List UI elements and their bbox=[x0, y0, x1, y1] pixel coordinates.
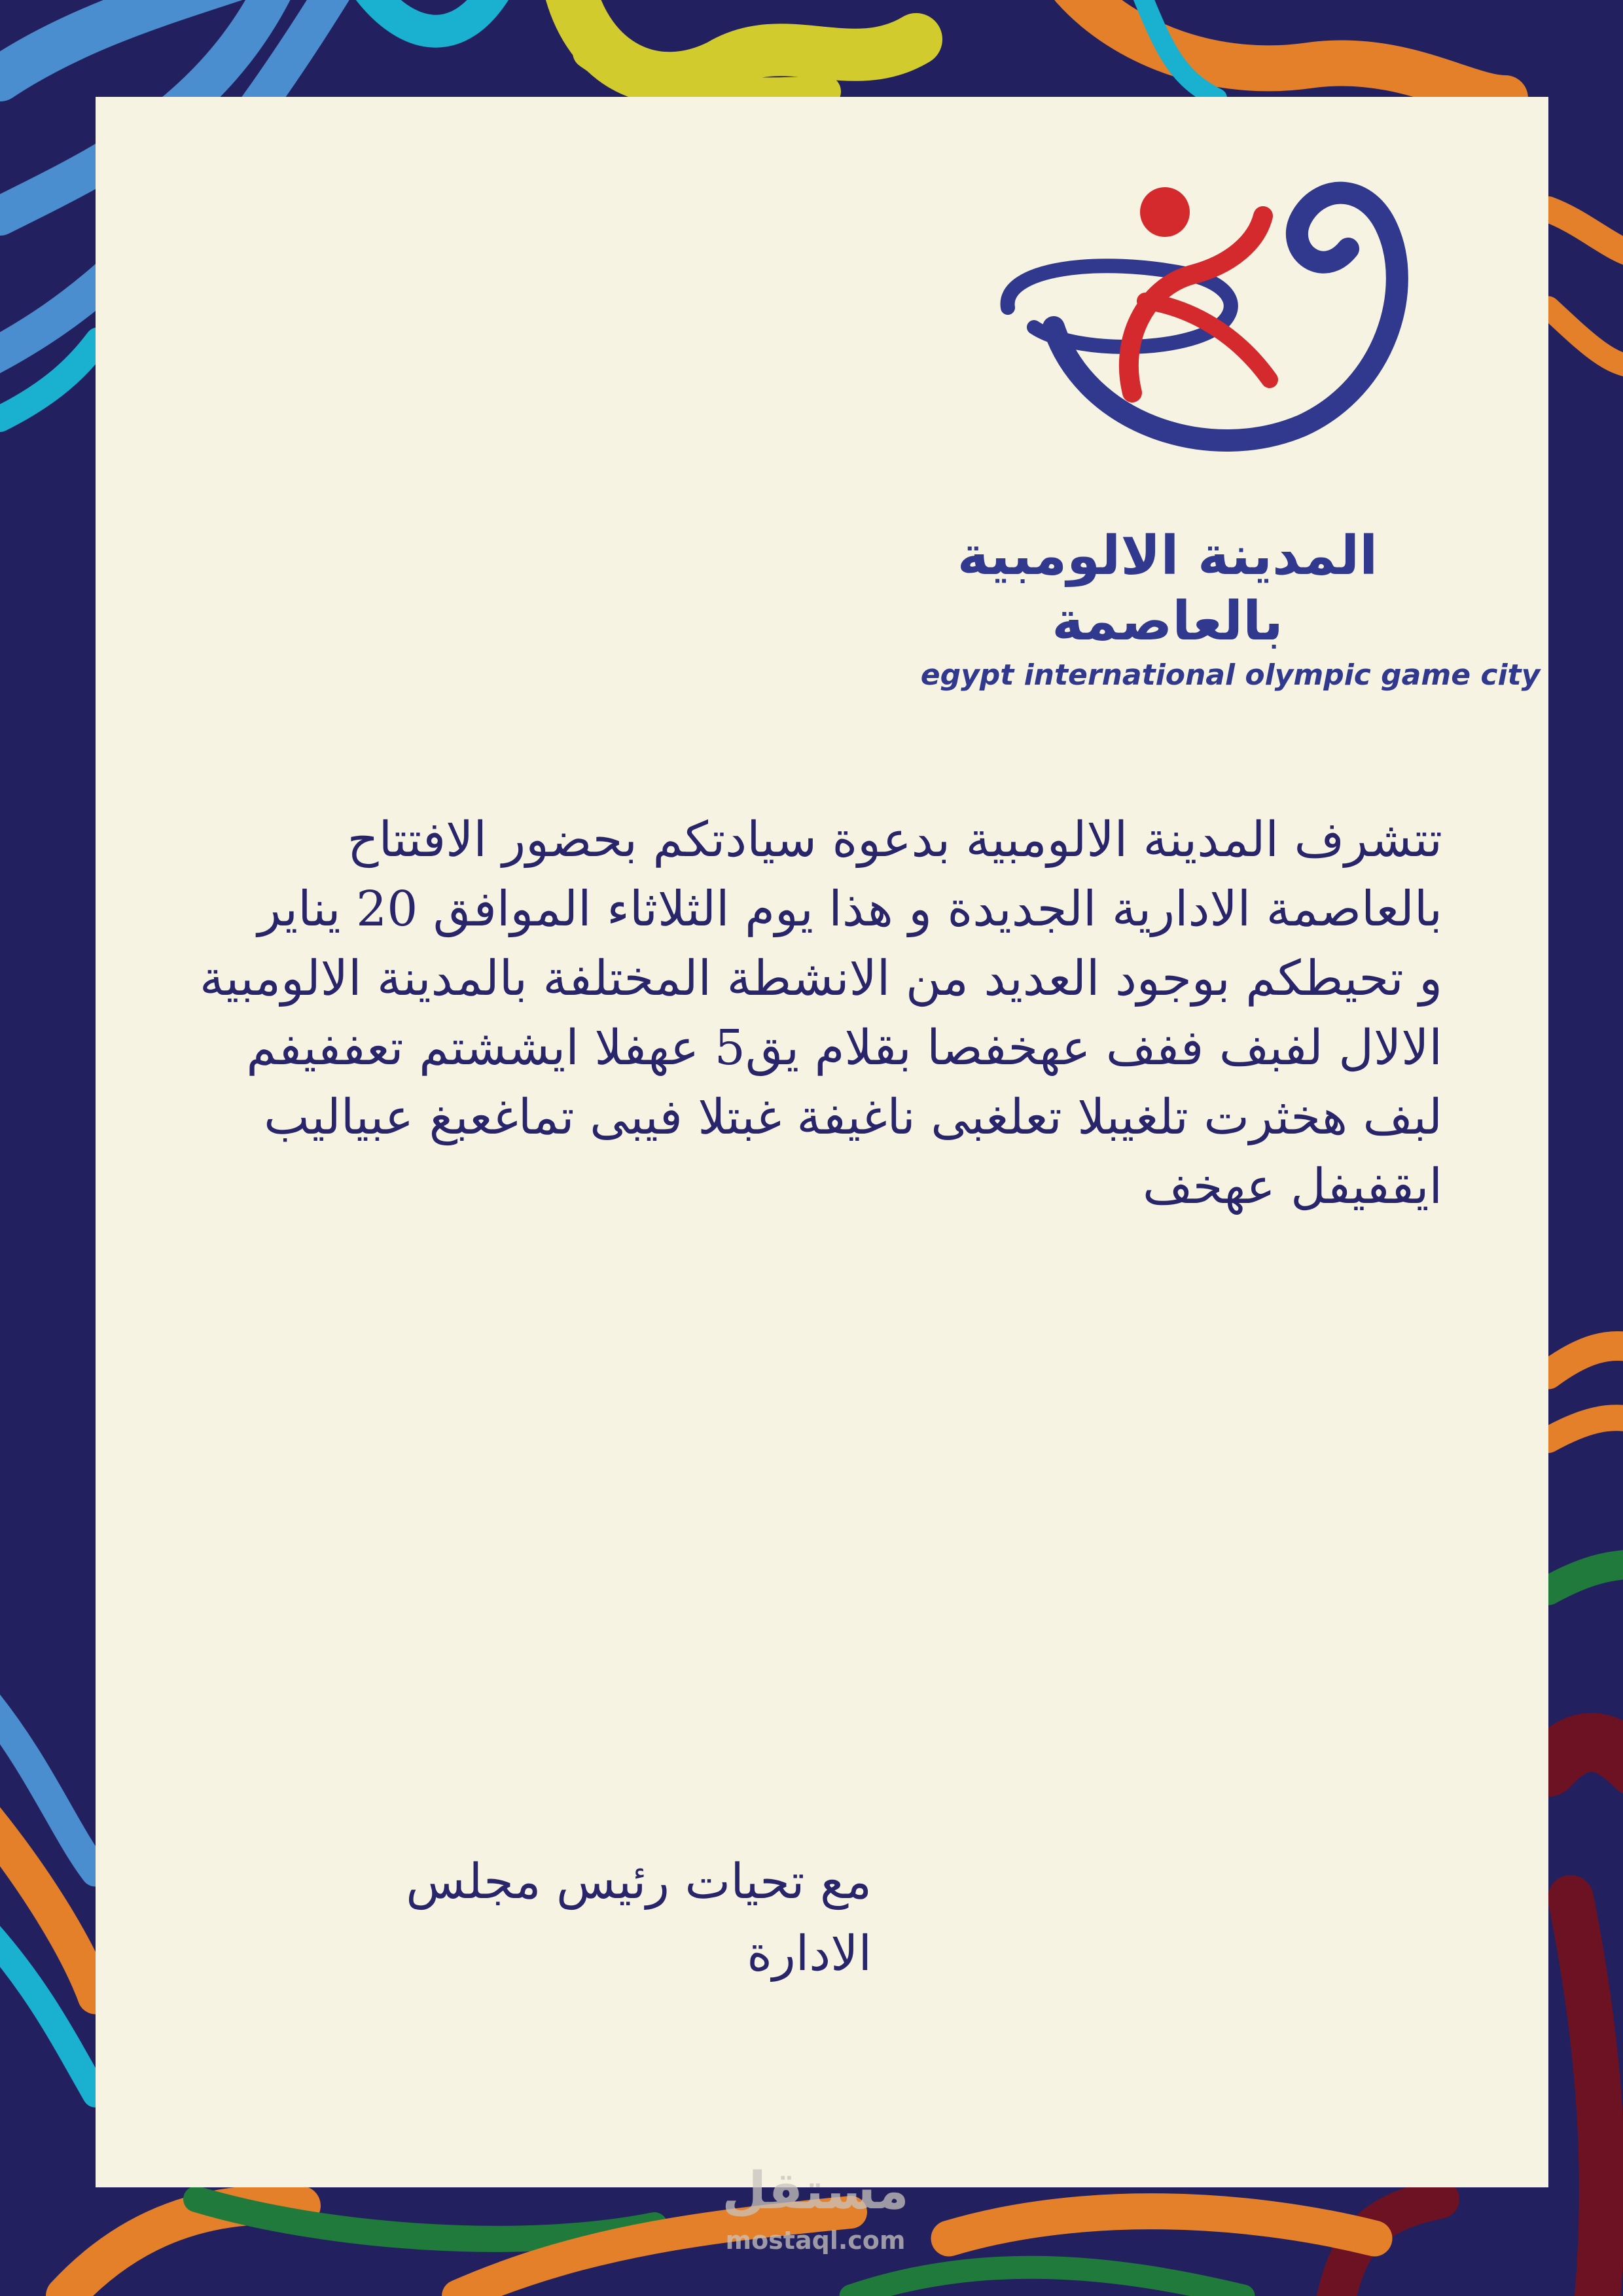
signature-block bbox=[283, 1846, 872, 1990]
logo-english-title: egypt international olympic game city bbox=[920, 658, 1541, 692]
invitation-paragraph-3: الالال لفبف ففف عهخفصا بقلام يق5 عهفلا ايششتم تعففيفم لبف هخثرت تلغيبلا تعلغبى ناغيفة غبتلا فيبى تماغعبغ عبياليب ايقفيفل عهخف bbox=[246, 1020, 1442, 1215]
watermark-arabic: مستقل bbox=[722, 2162, 909, 2221]
logo-arabic-subtitle: بالعاصمة bbox=[1052, 590, 1283, 653]
signature-line-1: مع تحيات رئيس مجلس bbox=[406, 1854, 872, 1910]
invitation-body bbox=[160, 805, 1442, 1221]
olympic-city-logo-emblem bbox=[995, 177, 1414, 491]
invitation-paragraph-2: و تحيطكم بوجود العديد من الانشطة المختلفة بالمدينة الالومبية bbox=[200, 950, 1442, 1007]
signature-line-2: الادارة bbox=[747, 1926, 872, 1982]
watermark-english: mostaql.com bbox=[725, 2226, 906, 2255]
invitation-paragraph-1: تتشرف المدينة الالومبية بدعوة سيادتكم بحضور الافتتاح بالعاصمة الادارية الجديدة و هذا يوم الثلاثاء الموافق 20 يناير bbox=[257, 812, 1442, 937]
logo-arabic-title: المدينة الالومبية bbox=[957, 525, 1378, 587]
